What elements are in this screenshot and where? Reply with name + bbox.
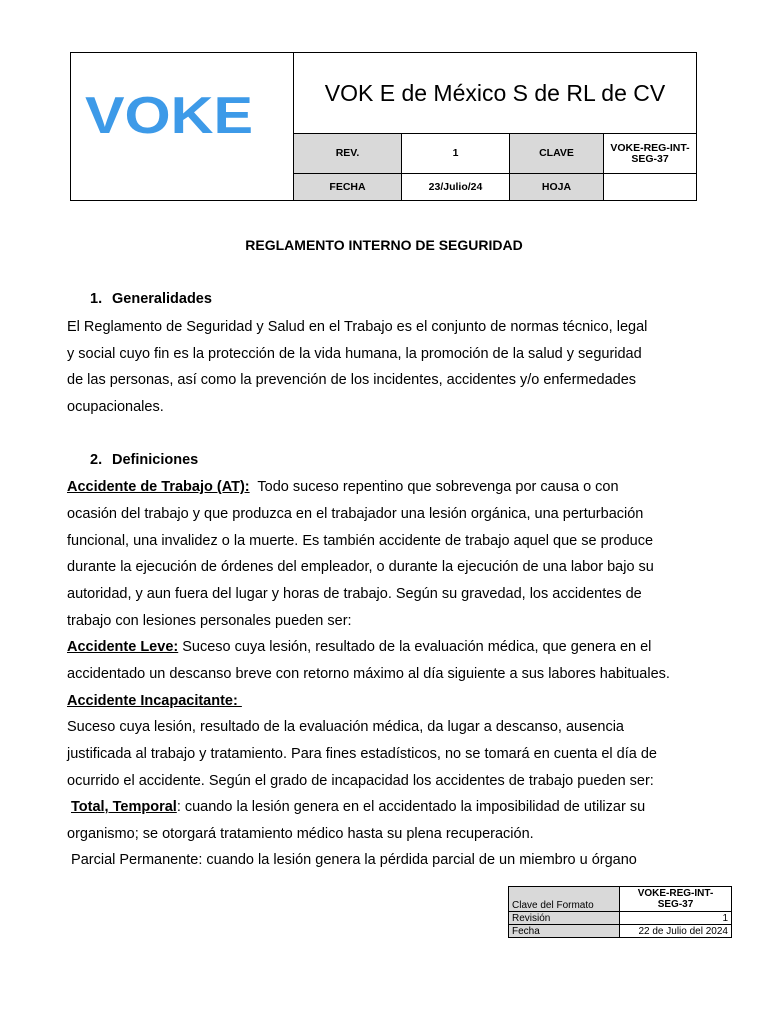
paragraph-line: accidentado un descanso breve con retorno máximo al día siguiente a sus labores habituales. [67,666,670,682]
section-heading-definiciones [90,452,198,468]
term-total-temporal: Total, Temporal [71,799,177,815]
paragraph-line: durante la ejecución de órdenes del empleador, o durante la ejecución de una labor bajo su [67,559,654,575]
paragraph-line: ocasión del trabajo y que produzca en el trabajador una lesión orgánica, una perturbación [67,506,644,522]
term-accidente-trabajo: Accidente de Trabajo (AT): [67,479,250,495]
paragraph-line: funcional, una invalidez o la muerte. Es también accidente de trabajo aquel que se produce [67,533,654,549]
paragraph-line: ocurrido el accidente. Según el grado de incapacidad los accidentes de trabajo pueden ser: [67,773,654,789]
term-accidente-incapacitante: Accidente Incapacitante: [67,693,242,709]
section-number: 2. [90,452,103,468]
paragraph-line: y social cuyo fin es la protección de la vida humana, la promoción de la salud y seguridad [67,346,642,362]
paragraph-line: Suceso cuya lesión, resultado de la evaluación médica, da lugar a descanso, ausencia [67,719,624,735]
footer-clave-label: Clave del Formato [509,887,620,912]
footer-fecha-label: Fecha [509,925,620,938]
clave-value: VOKE-REG-INT-SEG-37 [604,134,696,174]
hoja-value [604,174,696,200]
definition-total-temporal [71,798,645,816]
definition-text: : cuando la lesión genera en el accidentado la imposibilidad de utilizar su [176,799,646,815]
company-name: VOK E de México S de RL de CV [294,53,696,134]
definition-text: Todo suceso repentino que sobrevenga por causa o con [249,479,619,495]
paragraph-line: de las personas, así como la prevención de los incidentes, accidentes y/o enfermedades [67,372,637,388]
section-title: Generalidades [112,291,212,307]
clave-label: CLAVE [510,134,604,174]
definition-text: Suceso cuya lesión, resultado de la evaluación médica, que genera en el [178,639,652,655]
definition-accidente-incapacitante [67,692,242,710]
paragraph-line: autoridad, y aun fuera del lugar y horas de trabajo. Según su gravedad, los accidentes de [67,586,642,602]
term-accidente-leve: Accidente Leve: [67,639,179,655]
paragraph-line: Parcial Permanente: cuando la lesión genera la pérdida parcial de un miembro u órgano [67,852,637,868]
section-title: Definiciones [112,452,199,468]
footer-revision-label: Revisión [509,912,620,925]
definition-accidente-trabajo [67,478,619,496]
logo-text: VOKE [85,91,253,141]
fecha-value: 23/Julio/24 [402,174,510,200]
paragraph-line: organismo; se otorgará tratamiento médico hasta su plena recuperación. [67,826,534,842]
paragraph-line: El Reglamento de Seguridad y Salud en el Trabajo es el conjunto de normas técnico, legal [67,319,648,335]
footer-fecha-value: 22 de Julio del 2024 [620,925,732,938]
voke-logo [85,91,281,141]
definition-accidente-leve [67,638,651,656]
paragraph-line: trabajo con lesiones personales pueden ser: [67,613,352,629]
footer-clave-value: VOKE-REG-INT-SEG-37 [620,887,732,912]
section-number: 1. [90,291,103,307]
logo-cell [71,53,294,200]
section-heading-generalidades [90,291,212,307]
hoja-label: HOJA [510,174,604,200]
paragraph-line: justificada al trabajo y tratamiento. Para fines estadísticos, no se tomará en cuenta el día de [67,746,657,762]
footer-format-table [508,886,732,938]
header-table [70,52,697,201]
rev-label: REV. [294,134,402,174]
paragraph-line: ocupacionales. [67,399,164,415]
footer-revision-value: 1 [620,912,732,925]
rev-value: 1 [402,134,510,174]
fecha-label: FECHA [294,174,402,200]
document-title: REGLAMENTO INTERNO DE SEGURIDAD [245,237,523,253]
